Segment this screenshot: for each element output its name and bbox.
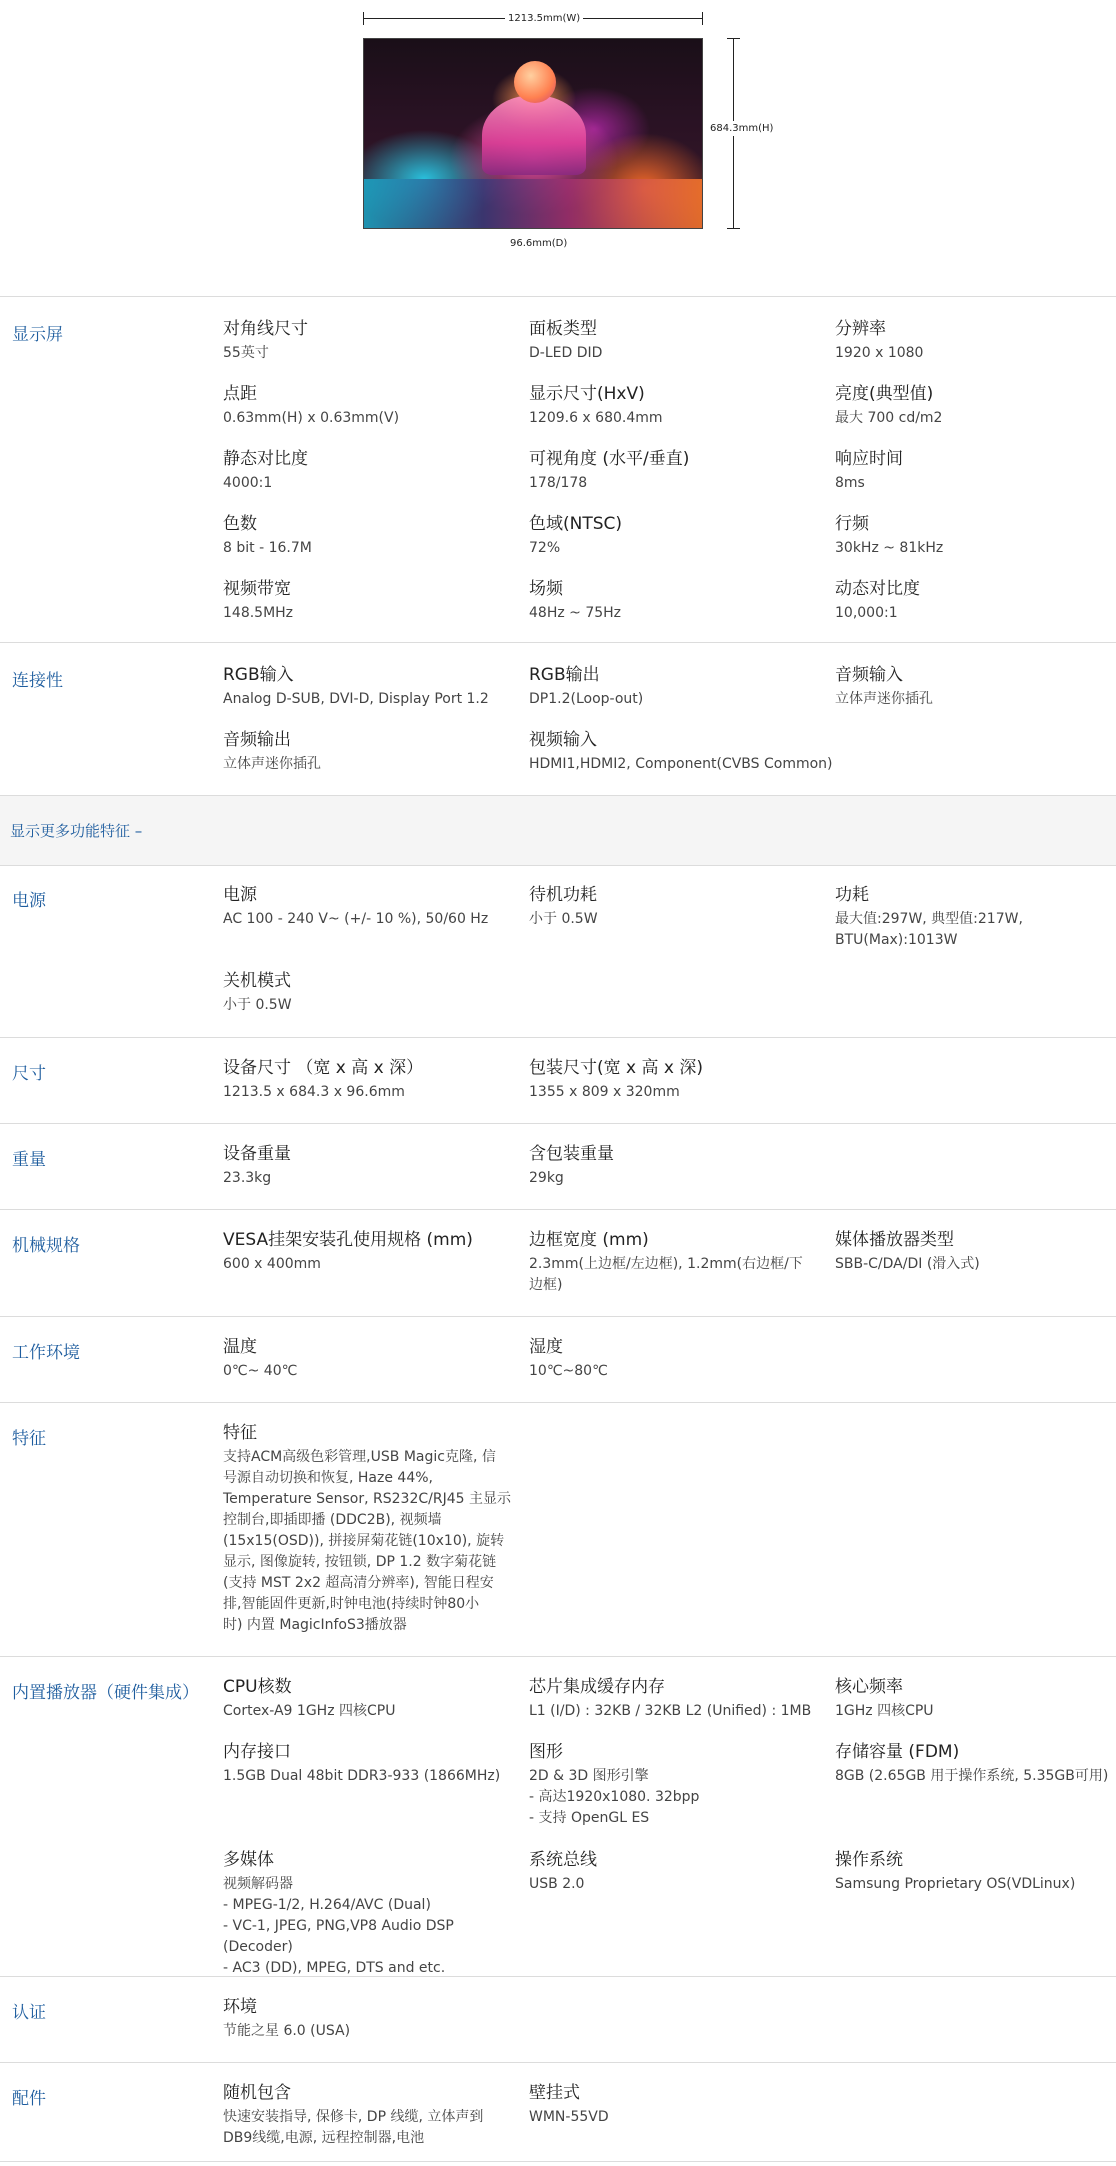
spec-label: 媒体播放器类型 xyxy=(835,1230,954,1250)
spec-value: 23.3kg xyxy=(223,1170,272,1186)
spec-value: HDMI1,HDMI2, Component(CVBS Common) xyxy=(529,756,833,772)
spec-value: 1920 x 1080 xyxy=(835,345,924,361)
spec-item xyxy=(529,1741,819,1829)
spec-value: 8 bit - 16.7M xyxy=(223,540,312,556)
section-features xyxy=(0,1402,1116,1656)
spec-label: 面板类型 xyxy=(529,319,597,339)
section-title: 连接性 xyxy=(12,671,63,691)
spec-label: 可视角度 (水平/垂直) xyxy=(529,449,690,469)
spec-label: 关机模式 xyxy=(223,971,291,991)
spec-item xyxy=(529,1057,819,1103)
spec-item xyxy=(223,383,513,429)
spec-item xyxy=(529,578,819,624)
spec-label: 响应时间 xyxy=(835,449,903,469)
splash-water-graphic xyxy=(364,179,703,229)
section-weight xyxy=(0,1123,1116,1209)
spec-value: 148.5MHz xyxy=(223,605,294,621)
spec-value: USB 2.0 xyxy=(529,1876,585,1892)
spec-value: SBB-C/DA/DI (滑入式) xyxy=(835,1256,980,1272)
spec-item xyxy=(223,1229,523,1275)
section-accessories xyxy=(0,2062,1116,2162)
spec-label: 分辨率 xyxy=(835,319,886,339)
product-screen-image xyxy=(363,38,703,229)
spec-label: 多媒体 xyxy=(223,1850,274,1870)
spec-value: 178/178 xyxy=(529,475,588,491)
spec-label: 色域(NTSC) xyxy=(529,514,623,534)
spec-label: 含包装重量 xyxy=(529,1144,614,1164)
spec-item xyxy=(835,448,1116,494)
spec-label: 对角线尺寸 xyxy=(223,319,308,339)
spec-item xyxy=(835,884,1105,951)
spec-label: 包装尺寸(宽 x 高 x 深) xyxy=(529,1058,704,1078)
spec-value: 29kg xyxy=(529,1170,564,1186)
spec-item xyxy=(529,1229,829,1296)
spec-value: 55英寸 xyxy=(223,345,269,361)
spec-item xyxy=(223,1676,513,1722)
spec-item xyxy=(223,1996,513,2042)
spec-label: 音频输出 xyxy=(223,730,291,750)
spec-label: 系统总线 xyxy=(529,1850,597,1870)
spec-item xyxy=(835,578,1116,624)
spec-item xyxy=(529,664,819,710)
spec-item xyxy=(835,1741,1113,1787)
spec-item xyxy=(223,513,513,559)
spec-item xyxy=(223,1057,513,1103)
spec-value: 0℃~ 40℃ xyxy=(223,1363,298,1379)
spec-item xyxy=(529,448,819,494)
section-title: 机械规格 xyxy=(12,1236,80,1256)
section-title: 电源 xyxy=(12,891,46,911)
more-features-bar xyxy=(0,795,1116,865)
spec-label: 待机功耗 xyxy=(529,885,597,905)
section-title: 认证 xyxy=(12,2003,46,2023)
spec-item xyxy=(529,884,819,930)
section-title: 工作环境 xyxy=(12,1343,80,1363)
section-power xyxy=(0,865,1116,1037)
spec-value: Cortex-A9 1GHz 四核CPU xyxy=(223,1703,396,1719)
spec-value: 1.5GB Dual 48bit DDR3-933 (1866MHz) xyxy=(223,1768,501,1784)
spec-label: 视频输入 xyxy=(529,730,597,750)
spec-item xyxy=(529,1336,819,1382)
spec-value: 最大值:297W, 典型值:217W, BTU(Max):1013W xyxy=(835,911,1023,948)
spec-value: 支持ACM高级色彩管理,USB Magic克隆, 信 号源自动切换和恢复, Haze 44%, Temperature Sensor, RS232C/RJ45 主显示 控制台,即插即播 (DDC2B), 视频墙 (15x15(OSD)), 拼接屏菊花链(10x10), 旋转 显示, 图像旋转, 按钮锁, DP 1.2 数字菊花链 (支持 MST 2x2 超高清分辨率), 智能日程安 排,智能固件更新,时钟电池(持续时钟80小 时) 内置 MagicInfoS3播放器 xyxy=(223,1449,511,1633)
section-title: 配件 xyxy=(12,2089,46,2109)
spec-value: Analog D-SUB, DVI-D, Display Port 1.2 xyxy=(223,691,489,707)
spec-label: 温度 xyxy=(223,1337,257,1357)
width-dimension-label: 1213.5mm(W) xyxy=(505,13,583,24)
spec-value: 立体声迷你插孔 xyxy=(835,691,933,707)
spec-item xyxy=(529,513,819,559)
spec-value: 1209.6 x 680.4mm xyxy=(529,410,663,426)
spec-label: 视频带宽 xyxy=(223,579,291,599)
spec-value: 2.3mm(上边框/左边框), 1.2mm(右边框/下 边框) xyxy=(529,1256,803,1293)
spec-value: 8GB (2.65GB 用于操作系统, 5.35GB可用) xyxy=(835,1768,1109,1784)
spec-label: 静态对比度 xyxy=(223,449,308,469)
spec-value: 最大 700 cd/m2 xyxy=(835,410,943,426)
spec-value: 10℃~80℃ xyxy=(529,1363,608,1379)
height-dimension-tick-top xyxy=(727,38,740,39)
section-size xyxy=(0,1037,1116,1123)
spec-label: 亮度(典型值) xyxy=(835,384,934,404)
spec-item xyxy=(223,1143,513,1189)
spec-item xyxy=(223,884,523,930)
spec-value: 快速安装指导, 保修卡, DP 线缆, 立体声到 DB9线缆,电源, 远程控制器,电池 xyxy=(223,2109,484,2146)
spec-label: 存储容量 (FDM) xyxy=(835,1742,960,1762)
section-title: 内置播放器（硬件集成） xyxy=(12,1683,199,1703)
section-certification xyxy=(0,1976,1116,2062)
spec-label: RGB输出 xyxy=(529,665,600,685)
spec-value: 30kHz ~ 81kHz xyxy=(835,540,944,556)
spec-item xyxy=(835,1229,1116,1275)
spec-item xyxy=(223,448,513,494)
spec-label: 特征 xyxy=(223,1423,257,1443)
spec-label: 设备重量 xyxy=(223,1144,291,1164)
width-dimension-tick-right xyxy=(702,12,703,25)
spec-label: 随机包含 xyxy=(223,2083,291,2103)
spec-label: 核心频率 xyxy=(835,1677,903,1697)
spec-label: 边框宽度 (mm) xyxy=(529,1230,649,1250)
spec-value: 小于 0.5W xyxy=(223,997,292,1013)
spec-value: AC 100 - 240 V~ (+/- 10 %), 50/60 Hz xyxy=(223,911,489,927)
section-title: 尺寸 xyxy=(12,1064,46,1084)
spec-value: 2D & 3D 图形引擎 - 高达1920x1080. 32bpp - 支持 OpenGL ES xyxy=(529,1768,700,1826)
spec-label: 色数 xyxy=(223,514,257,534)
product-dimension-figure xyxy=(0,0,1116,285)
spec-label: 壁挂式 xyxy=(529,2083,580,2103)
spec-item xyxy=(529,1849,819,1895)
section-display xyxy=(0,296,1116,642)
spec-item xyxy=(223,1422,523,1636)
spec-item xyxy=(835,383,1116,429)
spec-value: 视频解码器 - MPEG-1/2, H.264/AVC (Dual) - VC-1, JPEG, PNG,VP8 Audio DSP (Decoder) - AC3 (DD), MPEG, DTS and etc. xyxy=(223,1876,454,1976)
spec-value: 8ms xyxy=(835,475,865,491)
spec-value: DP1.2(Loop-out) xyxy=(529,691,644,707)
spec-value: D-LED DID xyxy=(529,345,603,361)
section-title: 特征 xyxy=(12,1429,46,1449)
spec-label: 显示尺寸(HxV) xyxy=(529,384,645,404)
spec-label: 电源 xyxy=(223,885,257,905)
spec-item xyxy=(835,664,1116,710)
spec-label: 音频输入 xyxy=(835,665,903,685)
spec-value: 72% xyxy=(529,540,561,556)
spec-label: 功耗 xyxy=(835,885,869,905)
spec-value: L1 (I/D) : 32KB / 32KB L2 (Unified) : 1MB xyxy=(529,1703,812,1719)
section-player xyxy=(0,1656,1116,1976)
spec-item xyxy=(835,513,1116,559)
spec-item xyxy=(223,729,513,775)
spec-label: 芯片集成缓存内存 xyxy=(529,1677,665,1697)
spec-item xyxy=(223,2082,523,2149)
section-title: 显示屏 xyxy=(12,325,63,345)
spec-label: 行频 xyxy=(835,514,869,534)
splash-drop-graphic xyxy=(514,61,556,103)
spec-value: 4000:1 xyxy=(223,475,273,491)
spec-label: RGB输入 xyxy=(223,665,294,685)
spec-item xyxy=(529,318,819,364)
spec-label: CPU核数 xyxy=(223,1677,292,1697)
spec-value: 小于 0.5W xyxy=(529,911,598,927)
spec-item xyxy=(223,1741,523,1787)
spec-label: VESA挂架安装孔使用规格 (mm) xyxy=(223,1230,473,1250)
spec-item xyxy=(223,318,513,364)
section-environment xyxy=(0,1316,1116,1402)
spec-item xyxy=(529,383,819,429)
spec-item xyxy=(223,664,523,710)
spec-label: 图形 xyxy=(529,1742,563,1762)
spec-value: Samsung Proprietary OS(VDLinux) xyxy=(835,1876,1076,1892)
section-title: 重量 xyxy=(12,1150,46,1170)
spec-item xyxy=(223,1849,523,1979)
height-dimension-tick-bottom xyxy=(727,228,740,229)
spec-item xyxy=(835,1849,1116,1895)
spec-label: 内存接口 xyxy=(223,1742,291,1762)
spec-value: 48Hz ~ 75Hz xyxy=(529,605,622,621)
spec-label: 湿度 xyxy=(529,1337,563,1357)
spec-value: WMN-55VD xyxy=(529,2109,609,2125)
spec-item xyxy=(835,318,1116,364)
spec-label: 动态对比度 xyxy=(835,579,920,599)
spec-item xyxy=(529,1143,819,1189)
spec-value: 10,000:1 xyxy=(835,605,898,621)
spec-value: 1213.5 x 684.3 x 96.6mm xyxy=(223,1084,405,1100)
spec-item xyxy=(223,970,513,1016)
spec-item xyxy=(223,578,513,624)
spec-label: 点距 xyxy=(223,384,257,404)
section-connectivity xyxy=(0,642,1116,795)
spec-item xyxy=(529,729,839,775)
height-dimension-label: 684.3mm(H) xyxy=(710,123,774,134)
spec-value: 0.63mm(H) x 0.63mm(V) xyxy=(223,410,400,426)
spec-item xyxy=(223,1336,513,1382)
section-mechanical xyxy=(0,1209,1116,1316)
spec-value: 1355 x 809 x 320mm xyxy=(529,1084,680,1100)
spec-item xyxy=(835,1676,1116,1722)
spec-item xyxy=(529,1676,829,1722)
width-dimension-tick-left xyxy=(363,12,364,25)
splash-crown-graphic xyxy=(482,95,586,175)
spec-value: 节能之星 6.0 (USA) xyxy=(223,2023,351,2039)
spec-label: 设备尺寸 （宽 x 高 x 深） xyxy=(223,1058,424,1078)
more-features-toggle[interactable]: 显示更多功能特征 – xyxy=(10,822,143,840)
spec-value: 600 x 400mm xyxy=(223,1256,321,1272)
depth-dimension-label: 96.6mm(D) xyxy=(510,238,568,249)
spec-label: 环境 xyxy=(223,1997,257,2017)
spec-value: 立体声迷你插孔 xyxy=(223,756,321,772)
spec-item xyxy=(529,2082,819,2128)
spec-label: 操作系统 xyxy=(835,1850,903,1870)
spec-value: 1GHz 四核CPU xyxy=(835,1703,934,1719)
spec-label: 场频 xyxy=(529,579,563,599)
